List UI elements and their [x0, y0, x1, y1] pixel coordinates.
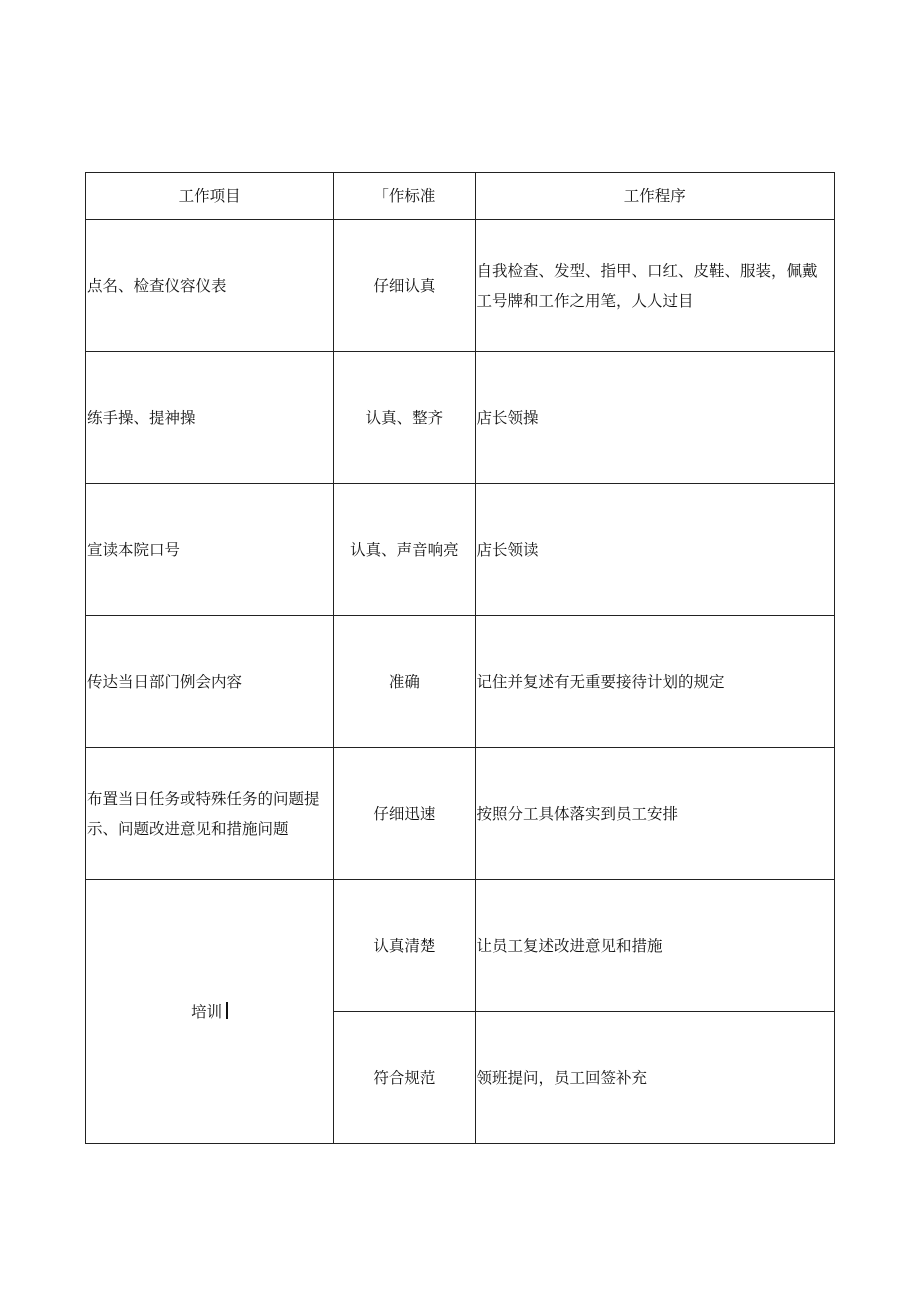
- table-row: [86, 616, 835, 748]
- work-procedure-cell: 记住并复述有无重要接待计划的规定: [475, 616, 834, 748]
- header-work-standard: 「作标准: [334, 173, 475, 220]
- work-standard-cell: 认真、声音响亮: [334, 484, 475, 616]
- training-item-label: 培训: [191, 1002, 223, 1021]
- work-standard-cell: 认真、整齐: [334, 352, 475, 484]
- text-cursor-mark: [226, 1002, 228, 1019]
- work-standard-cell: 仔细认真: [334, 220, 475, 352]
- table-row: [86, 220, 835, 352]
- work-standard-cell: 仔细迅速: [334, 748, 475, 880]
- work-procedure-table: [85, 172, 835, 1144]
- work-standard-cell: 准确: [334, 616, 475, 748]
- work-procedure-cell: 自我检查、发型、指甲、口红、皮鞋、服装，佩戴工号牌和工作之用笔，人人过目: [475, 220, 834, 352]
- work-item-cell: 宣读本院口号: [86, 484, 334, 616]
- work-procedure-cell: 按照分工具体落实到员工安排: [475, 748, 834, 880]
- work-procedure-cell: 领班提问，员工回签补充: [475, 1012, 834, 1144]
- table-row: [86, 352, 835, 484]
- work-item-cell: 布置当日任务或特殊任务的问题提示、问题改进意见和措施问题: [86, 748, 334, 880]
- training-item-cell: [86, 880, 334, 1144]
- table-header-row: [86, 173, 835, 220]
- header-work-procedure: 工作程序: [475, 173, 834, 220]
- work-procedure-cell: 让员工复述改进意见和措施: [475, 880, 834, 1012]
- table-row: [86, 484, 835, 616]
- work-item-cell: 点名、检查仪容仪表: [86, 220, 334, 352]
- table-row: [86, 748, 835, 880]
- work-procedure-cell: 店长领操: [475, 352, 834, 484]
- work-item-cell: 传达当日部门例会内容: [86, 616, 334, 748]
- table-row-training-1: [86, 880, 835, 1012]
- work-standard-cell: 符合规范: [334, 1012, 475, 1144]
- header-work-item: 工作项目: [86, 173, 334, 220]
- work-item-cell: 练手操、提神操: [86, 352, 334, 484]
- work-procedure-cell: 店长领读: [475, 484, 834, 616]
- work-standard-cell: 认真清楚: [334, 880, 475, 1012]
